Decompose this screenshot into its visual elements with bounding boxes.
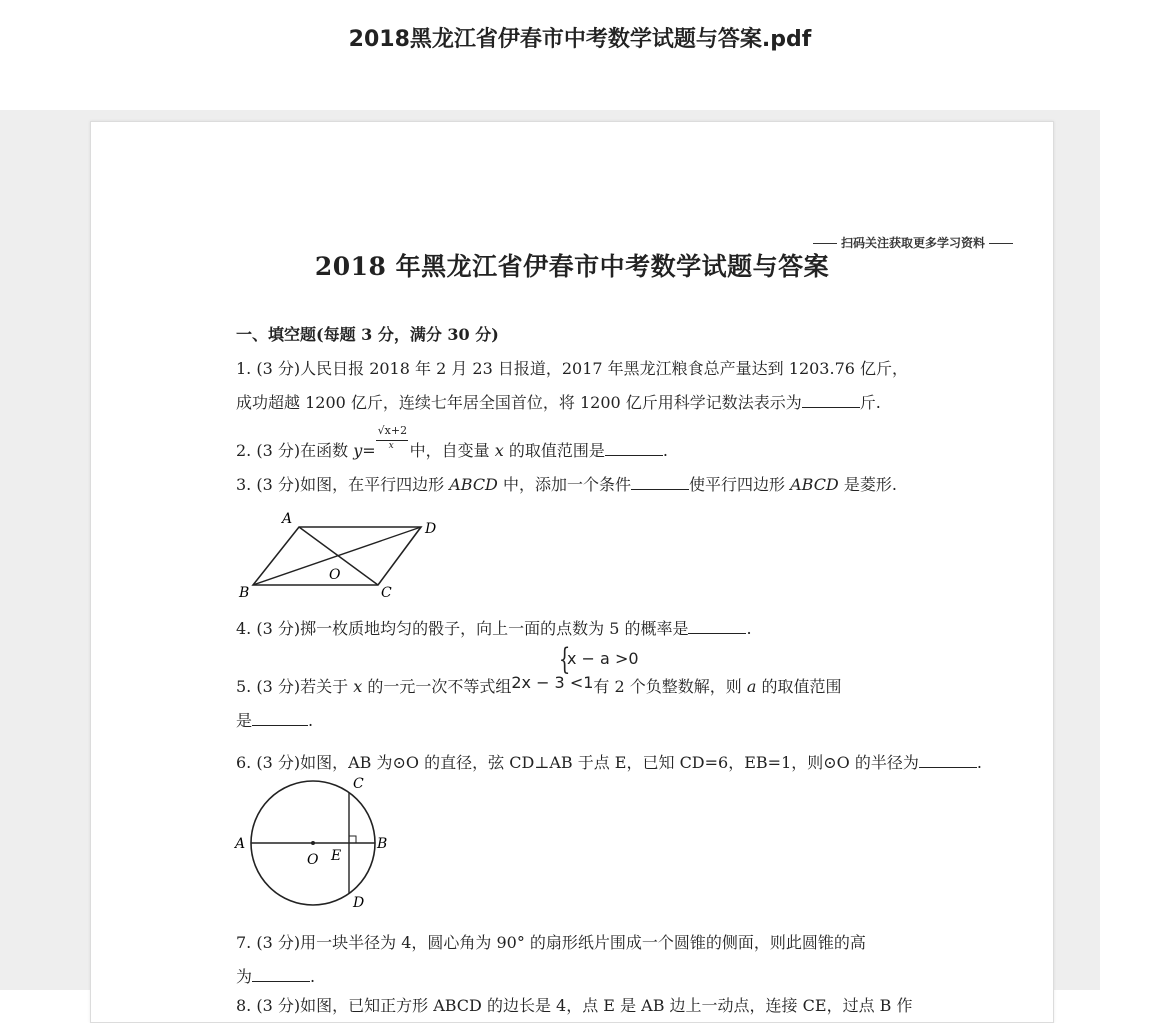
question-6-text: 6. (3 分)如图，AB 为⊙O 的直径，弦 CD⊥AB 于点 E，已知 CD=6，EB=1，则⊙O 的半径为 (236, 753, 919, 772)
question-6: 6. (3 分)如图，AB 为⊙O 的直径，弦 CD⊥AB 于点 E，已知 CD=6，EB=1，则⊙O 的半径为 . (236, 753, 982, 772)
label-o: O (329, 567, 341, 583)
answer-blank (252, 711, 308, 726)
watermark-left-rule (813, 243, 837, 244)
parallelogram-figure (231, 497, 461, 601)
question-3-text: 3. (3 分)如图，在平行四边形 (236, 475, 450, 494)
question-3-text-2: 中，添加一个条件 (497, 475, 631, 494)
question-5-line-1 (236, 674, 842, 697)
answer-blank (802, 393, 860, 408)
section-heading: 一、填空题(每题 3 分，满分 30 分) (236, 325, 499, 344)
inequality-line-1: x − a >0 (567, 649, 639, 668)
function-variable: y= (353, 441, 376, 460)
question-2-text-3: 的取值范围是 (503, 441, 605, 460)
question-2: 2. (3 分)在函数 y= √x+2 x 中，自变量 x 的取值范围是 . (236, 424, 668, 460)
label-c: C (353, 776, 364, 792)
question-5-text-4: 的取值范围 (756, 677, 842, 696)
answer-blank (605, 441, 663, 456)
question-7-line-1: 7. (3 分)用一块半径为 4，圆心角为 90° 的扇形纸片围成一个圆锥的侧面，则此圆锥的高 (236, 933, 866, 952)
question-7-line-2: 为 . (236, 967, 316, 986)
variable-x: x (353, 677, 363, 696)
inequality-line-2: 2x − 3 <1 (511, 673, 594, 692)
question-1-unit: 斤. (859, 393, 881, 412)
answer-blank (919, 753, 977, 768)
question-4: 4. (3 分)掷一枚质地均匀的骰子，向上一面的点数为 5 的概率是 . (236, 619, 752, 638)
label-d: D (353, 895, 365, 911)
watermark-right-rule (989, 243, 1013, 244)
fraction-numerator: √x+2 (377, 424, 408, 437)
question-3-text-3: 使平行四边形 (688, 475, 791, 494)
label-a: A (282, 511, 293, 527)
question-5-line-2: 是 . (236, 711, 314, 730)
question-2-text: 2. (3 分)在函数 (236, 441, 354, 460)
answer-blank (688, 619, 746, 634)
shape-name: ABCD (790, 475, 839, 494)
circle-figure (231, 774, 401, 909)
question-8-line-1: 8. (3 分)如图，已知正方形 ABCD 的边长是 4，点 E 是 AB 边上一动点，连接 CE，过点 B 作 (236, 996, 913, 1015)
label-b: B (239, 585, 250, 601)
title-bar (0, 0, 1100, 110)
paper-title: 2018 年黑龙江省伊春市中考数学试题与答案 (314, 252, 830, 281)
watermark-text: 扫码关注获取更多学习资料 (841, 236, 986, 250)
label-c: C (381, 585, 392, 601)
label-e: E (331, 848, 342, 864)
label-b: B (377, 836, 388, 852)
center-point (311, 841, 315, 845)
document-title: 2018黑龙江省伊春市中考数学试题与答案.pdf (348, 27, 812, 52)
label-a: A (235, 836, 246, 852)
question-5-text-5: 是 (236, 711, 253, 730)
question-7-text: 为 (236, 967, 253, 986)
variable-x: x (494, 441, 504, 460)
question-1-line-1: 1. (3 分)人民日报 2018 年 2 月 23 日报道，2017 年黑龙江粮食总产量达到 1203.76 亿斤， (236, 359, 909, 378)
label-d: D (425, 521, 437, 537)
variable-a: a (746, 677, 757, 696)
question-3 (236, 472, 897, 495)
answer-blank (631, 475, 689, 490)
brace: { (558, 642, 571, 677)
shape-name: ABCD (449, 475, 498, 494)
question-3-text-4: 是菱形. (838, 475, 897, 494)
pdf-viewer[interactable] (0, 110, 1100, 1015)
question-1-line-2 (236, 390, 881, 413)
pdf-page (90, 121, 1054, 1023)
question-4-text: 4. (3 分)掷一枚质地均匀的骰子，向上一面的点数为 5 的概率是 (236, 619, 689, 638)
question-5-text: 5. (3 分)若关于 (236, 677, 354, 696)
fraction-denominator: x (388, 441, 394, 451)
right-angle-mark (349, 836, 356, 843)
question-5-text-3: 有 2 个负整数解，则 (593, 677, 747, 696)
fraction (376, 424, 410, 456)
answer-blank (252, 967, 310, 982)
label-o: O (307, 852, 319, 868)
question-5-text-2: 的一元一次不等式组 (362, 677, 512, 696)
question-2-text-2: 中，自变量 (409, 441, 495, 460)
question-1-text: 成功超越 1200 亿斤，连续七年居全国首位，将 1200 亿斤用科学记数法表示为 (236, 393, 802, 412)
